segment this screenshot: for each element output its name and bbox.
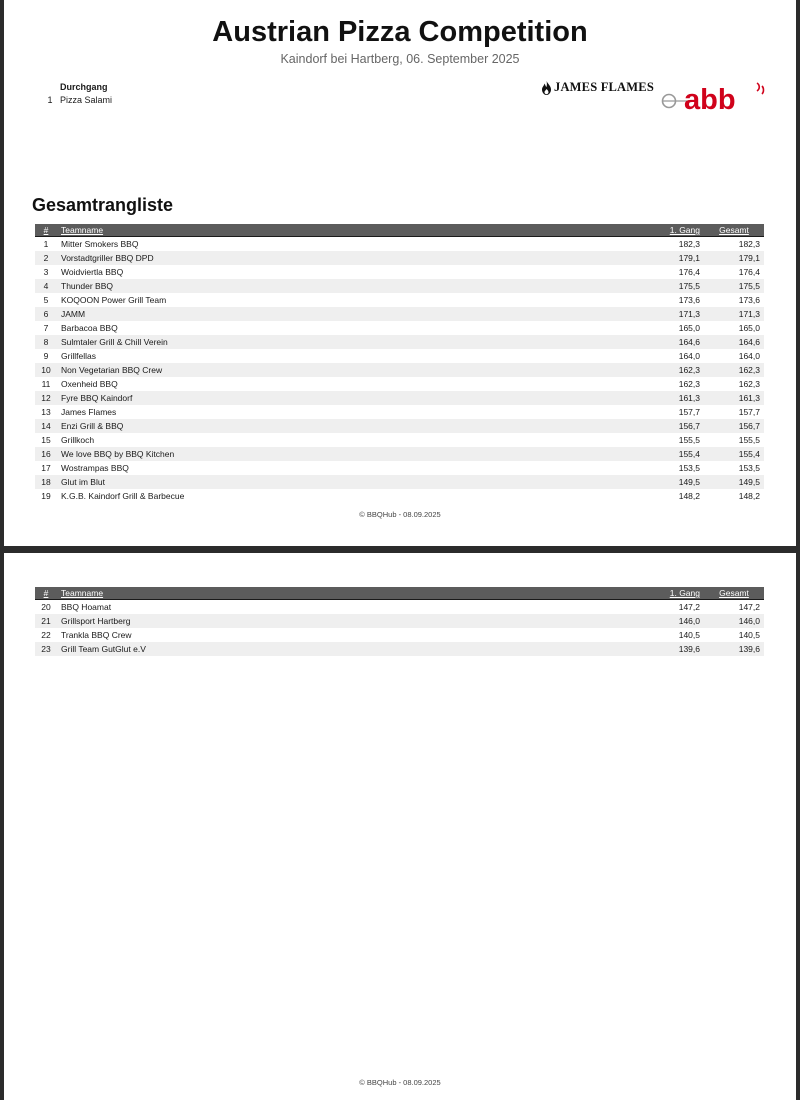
round-name: Pizza Salami <box>60 95 113 105</box>
team-name-cell: Enzi Grill & BBQ <box>61 421 124 431</box>
table-row <box>35 391 764 405</box>
team-name-cell: Trankla BBQ Crew <box>61 630 132 640</box>
round-item <box>40 95 112 105</box>
table-row <box>35 265 764 279</box>
rank-cell: 6 <box>43 309 49 319</box>
col-header-gang1: 1. Gang <box>638 587 704 600</box>
table-row <box>35 335 764 349</box>
rank-cell: 3 <box>43 267 49 277</box>
rank-cell: 13 <box>41 407 51 417</box>
total-score-cell: 175,5 <box>738 281 760 291</box>
flame-icon <box>541 81 552 95</box>
team-name-cell: Oxenheid BBQ <box>61 379 118 389</box>
team-name-cell: Barbacoa BBQ <box>61 323 118 333</box>
team-name-cell: Wostrampas BBQ <box>61 463 129 473</box>
team-name-cell: Thunder BBQ <box>61 281 113 291</box>
document-page-2 <box>4 553 796 1100</box>
rank-cell: 17 <box>41 463 51 473</box>
rank-cell: 18 <box>41 477 51 487</box>
rank-cell: 16 <box>41 449 51 459</box>
gang1-score-cell: 153,5 <box>678 463 700 473</box>
table-row <box>35 251 764 265</box>
section-title: Gesamtrangliste <box>32 195 174 215</box>
total-score-cell: 182,3 <box>738 239 760 249</box>
gang1-score-cell: 149,5 <box>678 477 700 487</box>
document-page-1 <box>4 0 796 546</box>
table-row <box>35 419 764 433</box>
gang1-score-cell: 156,7 <box>678 421 700 431</box>
table-row <box>35 642 764 656</box>
rounds-heading: Durchgang <box>60 82 108 92</box>
page-footer: © BBQHub - 08.09.2025 <box>359 1078 441 1087</box>
total-score-cell: 161,3 <box>738 393 760 403</box>
gang1-score-cell: 162,3 <box>678 365 700 375</box>
total-score-cell: 173,6 <box>738 295 760 305</box>
team-name-cell: James Flames <box>61 407 117 417</box>
table-row <box>35 321 764 335</box>
total-score-cell: 157,7 <box>738 407 760 417</box>
rank-cell: 14 <box>41 421 51 431</box>
table-row <box>35 600 764 615</box>
table-row <box>35 475 764 489</box>
team-name-cell: Vorstadtgriller BBQ DPD <box>61 253 154 263</box>
table-row <box>35 433 764 447</box>
team-name-cell: Grill Team GutGlut e.V <box>61 644 146 654</box>
gang1-score-cell: 155,4 <box>678 449 700 459</box>
rank-cell: 19 <box>41 491 51 501</box>
total-score-cell: 179,1 <box>738 253 760 263</box>
rank-cell: 1 <box>43 239 49 249</box>
total-score-cell: 162,3 <box>738 365 760 375</box>
team-name-cell: Non Vegetarian BBQ Crew <box>61 365 163 375</box>
col-header-gang1: 1. Gang <box>638 224 704 237</box>
total-score-cell: 165,0 <box>738 323 760 333</box>
total-score-cell: 153,5 <box>738 463 760 473</box>
abb-logo <box>656 80 776 114</box>
total-score-cell: 147,2 <box>738 602 760 612</box>
table-row <box>35 279 764 293</box>
col-header-team: Teamname <box>57 224 638 237</box>
page-subtitle: Kaindorf bei Hartberg, 06. September 2025 <box>280 52 520 66</box>
table-row <box>35 489 764 503</box>
gang1-score-cell: 148,2 <box>678 491 700 501</box>
rank-cell: 20 <box>41 602 51 612</box>
gang1-score-cell: 176,4 <box>678 267 700 277</box>
team-name-cell: Mitter Smokers BBQ <box>61 239 139 249</box>
team-name-cell: We love BBQ by BBQ Kitchen <box>61 449 175 459</box>
rank-cell: 21 <box>41 616 51 626</box>
team-name-cell: Sulmtaler Grill & Chill Verein <box>61 337 168 347</box>
total-score-cell: 139,6 <box>738 644 760 654</box>
col-header-total: Gesamt <box>704 224 764 237</box>
rank-cell: 15 <box>41 435 51 445</box>
team-name-cell: Woidviertla BBQ <box>61 267 124 277</box>
team-name-cell: K.G.B. Kaindorf Grill & Barbecue <box>61 491 185 501</box>
gang1-score-cell: 155,5 <box>678 435 700 445</box>
col-header-total: Gesamt <box>704 587 764 600</box>
table-row <box>35 237 764 252</box>
team-name-cell: BBQ Hoamat <box>61 602 112 612</box>
rank-cell: 8 <box>43 337 49 347</box>
page-title: Austrian Pizza Competition <box>212 16 588 48</box>
table-row <box>35 363 764 377</box>
gang1-score-cell: 139,6 <box>678 644 700 654</box>
total-score-cell: 148,2 <box>738 491 760 501</box>
col-header-rank: # <box>35 224 57 237</box>
table-header-row <box>35 587 764 600</box>
gang1-score-cell: 175,5 <box>678 281 700 291</box>
rank-cell: 9 <box>43 351 49 361</box>
total-score-cell: 149,5 <box>738 477 760 487</box>
abb-wordmark: abb <box>684 84 736 114</box>
col-header-team: Teamname <box>57 587 638 600</box>
round-number: 1 <box>47 95 53 105</box>
total-score-cell: 164,0 <box>738 351 760 361</box>
total-score-cell: 164,6 <box>738 337 760 347</box>
ranking-table <box>35 224 764 503</box>
rank-cell: 10 <box>41 365 51 375</box>
gang1-score-cell: 182,3 <box>678 239 700 249</box>
table-row <box>35 307 764 321</box>
team-name-cell: Fyre BBQ Kaindorf <box>61 393 133 403</box>
table-row <box>35 614 764 628</box>
page-footer: © BBQHub - 08.09.2025 <box>359 510 441 519</box>
team-name-cell: Glut im Blut <box>61 477 105 487</box>
team-name-cell: KOQOON Power Grill Team <box>61 295 167 305</box>
col-header-rank: # <box>35 587 57 600</box>
table-row <box>35 628 764 642</box>
rank-cell: 22 <box>41 630 51 640</box>
gang1-score-cell: 179,1 <box>678 253 700 263</box>
james-flames-logo <box>541 80 654 95</box>
team-name-cell: JAMM <box>61 309 86 319</box>
rank-cell: 4 <box>43 281 49 291</box>
table-row <box>35 461 764 475</box>
rank-cell: 7 <box>43 323 49 333</box>
total-score-cell: 162,3 <box>738 379 760 389</box>
total-score-cell: 156,7 <box>738 421 760 431</box>
gang1-score-cell: 146,0 <box>678 616 700 626</box>
rank-cell: 12 <box>41 393 51 403</box>
table-header-row <box>35 224 764 237</box>
rank-cell: 23 <box>41 644 51 654</box>
gang1-score-cell: 171,3 <box>678 309 700 319</box>
gang1-score-cell: 164,0 <box>678 351 700 361</box>
table-row <box>35 405 764 419</box>
table-row <box>35 377 764 391</box>
gang1-score-cell: 147,2 <box>678 602 700 612</box>
gang1-score-cell: 157,7 <box>678 407 700 417</box>
rank-cell: 2 <box>43 253 49 263</box>
rank-cell: 11 <box>41 379 51 389</box>
total-score-cell: 155,5 <box>738 435 760 445</box>
table-row <box>35 447 764 461</box>
team-name-cell: Grillkoch <box>61 435 95 445</box>
total-score-cell: 155,4 <box>738 449 760 459</box>
total-score-cell: 146,0 <box>738 616 760 626</box>
gang1-score-cell: 173,6 <box>678 295 700 305</box>
gang1-score-cell: 164,6 <box>678 337 700 347</box>
gang1-score-cell: 165,0 <box>678 323 700 333</box>
total-score-cell: 171,3 <box>738 309 760 319</box>
gang1-score-cell: 162,3 <box>678 379 700 389</box>
ranking-table-continued <box>35 587 764 656</box>
table-row <box>35 349 764 363</box>
james-flames-wordmark: JAMES FLAMES <box>554 80 654 94</box>
team-name-cell: Grillsport Hartberg <box>61 616 131 626</box>
gang1-score-cell: 161,3 <box>678 393 700 403</box>
total-score-cell: 176,4 <box>738 267 760 277</box>
rank-cell: 5 <box>43 295 49 305</box>
total-score-cell: 140,5 <box>738 630 760 640</box>
table-row <box>35 293 764 307</box>
team-name-cell: Grillfellas <box>61 351 96 361</box>
gang1-score-cell: 140,5 <box>678 630 700 640</box>
